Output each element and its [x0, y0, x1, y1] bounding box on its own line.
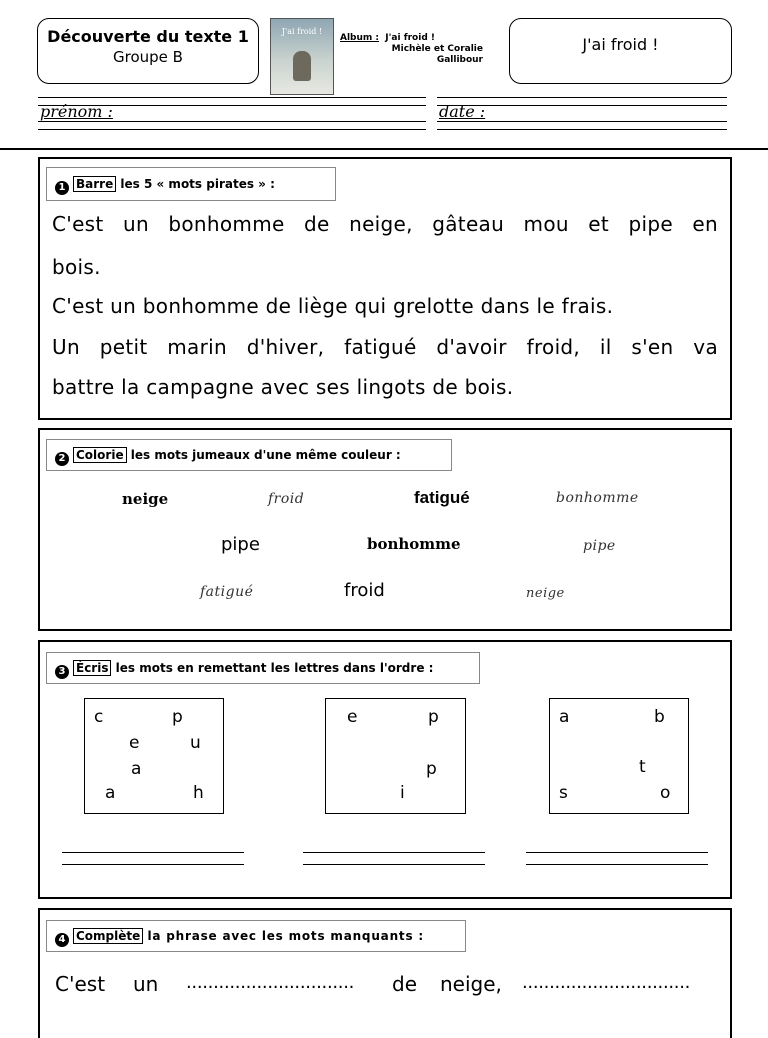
word-pipe-script: pipe — [583, 538, 616, 554]
exercise-1-verb: Barre — [73, 176, 116, 192]
word-bonhomme-script: bonhomme — [556, 490, 639, 506]
number-4-icon: 4 — [55, 933, 69, 947]
sentence-word: un — [133, 972, 159, 996]
word-fatigue-script: fatigué — [200, 584, 254, 600]
header-title-box — [37, 18, 259, 84]
album-authors-1: Michèle et Coralie — [391, 44, 483, 54]
answer-line-2[interactable] — [303, 864, 485, 865]
guide-line — [38, 129, 426, 130]
guide-line — [437, 97, 727, 98]
exercise-1-text: les 5 « mots pirates » : — [120, 177, 275, 191]
album-label: Album : — [340, 33, 380, 43]
date-label: date : — [439, 102, 486, 121]
book-cover-image — [270, 18, 334, 95]
letter: s — [559, 783, 568, 803]
book-cover-figure — [293, 51, 311, 81]
word-pipe: pipe — [221, 534, 260, 555]
text-line: bois. — [52, 255, 101, 279]
album-info — [340, 33, 483, 66]
exercise-4-instruction — [46, 920, 466, 952]
album-title: J'ai froid ! — [385, 33, 435, 43]
prenom-label: prénom : — [40, 102, 113, 121]
album-authors-2: Gallibour — [436, 55, 483, 65]
guide-line — [38, 97, 426, 98]
letter: t — [639, 757, 646, 777]
letter: c — [94, 707, 104, 727]
answer-line-1[interactable] — [62, 864, 244, 865]
answer-line-1[interactable] — [62, 852, 244, 853]
word-froid-script: froid — [268, 491, 305, 507]
sentence-word: de — [392, 972, 417, 996]
letter: e — [347, 707, 358, 727]
letter: i — [400, 783, 405, 803]
letter: a — [105, 783, 116, 803]
exercise-2-instruction — [46, 439, 452, 471]
number-1-icon: 1 — [55, 181, 69, 195]
letter: h — [193, 783, 204, 803]
letter: p — [426, 759, 437, 779]
word-neige: neige — [122, 490, 169, 508]
exercise-2-verb: Colorie — [73, 447, 127, 463]
word-neige-script: neige — [526, 586, 565, 601]
exercise-4-text: la phrase avec les mots manquants : — [147, 929, 424, 943]
number-2-icon: 2 — [55, 452, 69, 466]
letter: p — [428, 707, 439, 727]
exercise-1-instruction — [46, 167, 336, 201]
word-froid: froid — [344, 580, 385, 601]
letter: o — [660, 783, 671, 803]
story-title-box — [509, 18, 732, 84]
word-bonhomme: bonhomme — [367, 535, 461, 553]
text-line: C'est un bonhomme de liège qui grelotte dans le frais. — [52, 294, 614, 318]
exercise-3-verb: Écris — [73, 660, 111, 676]
header-separator — [0, 148, 768, 150]
lesson-title: Découverte du texte 1 — [47, 27, 249, 46]
word-fatigue: fatigué — [414, 488, 470, 507]
guide-line — [38, 121, 426, 122]
blank-1[interactable]: ............................... — [186, 972, 355, 993]
sentence-word: neige, — [440, 972, 502, 996]
letter: e — [129, 733, 140, 753]
sentence-word: C'est — [55, 972, 106, 996]
group-label: Groupe B — [113, 48, 183, 66]
letter: a — [559, 707, 570, 727]
guide-line — [437, 121, 727, 122]
exercise-4-verb: Complète — [73, 928, 143, 944]
book-cover-title: J'ai froid ! — [281, 27, 323, 36]
answer-line-2[interactable] — [303, 852, 485, 853]
text-line: battre la campagne avec ses lingots de bois. — [52, 375, 514, 399]
guide-line — [437, 129, 727, 130]
number-3-icon: 3 — [55, 665, 69, 679]
blank-2[interactable]: ............................... — [522, 972, 691, 993]
answer-line-3[interactable] — [526, 864, 708, 865]
answer-line-3[interactable] — [526, 852, 708, 853]
letter: p — [172, 707, 183, 727]
story-title: J'ai froid ! — [582, 35, 659, 54]
letter: b — [654, 707, 665, 727]
text-line: C'est un bonhomme de neige, gâteau mou et pipe en — [52, 212, 718, 236]
exercise-3-instruction — [46, 652, 480, 684]
letter: u — [190, 733, 201, 753]
text-line: Un petit marin d'hiver, fatigué d'avoir froid, il s'en va — [52, 335, 718, 359]
exercise-3-text: les mots en remettant les lettres dans l'ordre : — [115, 661, 434, 675]
exercise-2-text: les mots jumeaux d'une même couleur : — [130, 448, 401, 462]
letter: a — [131, 759, 142, 779]
